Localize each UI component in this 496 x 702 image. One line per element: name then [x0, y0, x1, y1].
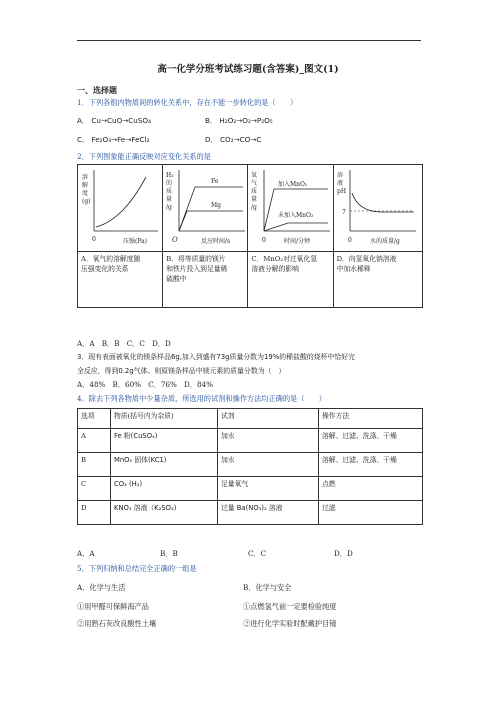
q1-c-item-3: FeCl₂ — [131, 135, 150, 144]
caption-c-line-2: 溶液分解的影响 — [251, 265, 299, 273]
graph-c-no-mno2-line — [264, 223, 328, 231]
graph-c-cell — [248, 165, 333, 252]
q1-d-item-2: CO — [239, 135, 251, 144]
graph-c-ylabel-3: 质 — [251, 188, 258, 195]
q4-header-2: 物质(括号内为杂质) — [111, 409, 218, 429]
q4-c-option: C — [78, 477, 111, 501]
q1-option-d-label: D． — [205, 135, 218, 144]
caption-b-line-3: 硫酸中 — [166, 275, 187, 283]
graph-a-ylabel-4: (g) — [82, 198, 91, 205]
q5-b-item-2: ②进行化学实验时配戴护目镜 — [243, 619, 337, 628]
q2-stem: 2．下列图象能正确反映对应变化关系的是 — [77, 152, 211, 161]
graph-c-ylabel-5: /g — [251, 204, 258, 211]
caption-b — [163, 252, 248, 308]
q4-header-4: 操作方法 — [319, 409, 423, 429]
q1-b-item-2: O₂ — [242, 116, 251, 125]
q1-option-a — [77, 116, 151, 126]
graph-d — [334, 165, 420, 252]
section-heading: 一、选择题 — [77, 85, 117, 95]
graph-b-ylabel-4: 量 — [166, 196, 173, 203]
q1-option-b — [205, 116, 273, 126]
q1-option-d — [205, 135, 261, 145]
graph-c-ylabel-1: 氧 — [251, 172, 258, 179]
q1-a-item-1: Cu — [91, 116, 101, 125]
table-row — [78, 453, 423, 477]
graph-d-xlabel: 水的质量/g — [369, 238, 400, 245]
q4-d-reagent: 过量 Ba(NO₃)₂ 溶液 — [218, 501, 319, 525]
graph-c-ylabel-2: 气 — [251, 180, 258, 187]
graph-c-series-2: 未加入MnO₂ — [278, 212, 314, 219]
graph-a-curve — [96, 177, 146, 227]
q4-d-option: D — [78, 501, 111, 525]
graph-b-cell — [163, 165, 248, 252]
q1-option-a-label: A． — [77, 116, 90, 125]
graph-b-series-mg: Mg — [211, 202, 222, 209]
graph-b-ylabel-3: 质 — [166, 188, 173, 195]
q3-line-2: 全反应，得到0.2g气体。则原镁条样品中镁元素的质量分数为（ ） — [77, 367, 286, 375]
q4-d-substance: KNO₃ 溶液（K₂SO₄) — [111, 501, 218, 525]
graph-c-mno2-line — [264, 189, 328, 231]
table-row — [78, 501, 423, 525]
table-row — [78, 429, 423, 453]
q4-stem: 4．除去下列各物质中少量杂质，所选用的试剂和操作方法均正确的是（ ） — [77, 394, 326, 403]
q5-b-item-1: ①点燃氢气前一定要检验纯度 — [243, 602, 337, 611]
arrow-icon: → — [250, 135, 257, 144]
q4-b-method: 溶解、过滤、洗涤、干燥 — [319, 453, 423, 477]
graph-a-origin: 0 — [92, 236, 96, 243]
q4-table — [77, 408, 423, 525]
q1-b-item-3: P₂O₅ — [256, 116, 273, 125]
graph-d-ylabel-3: pH — [336, 188, 346, 195]
table-row — [78, 477, 423, 501]
graph-a-xlabel: 压强(Pa) — [123, 238, 148, 245]
arrow-icon: → — [233, 135, 240, 144]
q1-d-item-1: CO₂ — [220, 135, 234, 144]
q4-a-substance: Fe 粉(CuSO₄) — [111, 429, 218, 453]
graph-c — [248, 165, 334, 252]
graph-b-fe-line — [179, 187, 243, 231]
q1-a-item-2: CuO — [107, 116, 123, 125]
arrow-icon: → — [250, 116, 257, 125]
q5-a-item-2: ②用熟石灰改良酸性土壤 — [77, 619, 157, 628]
q1-option-c-label: C． — [77, 135, 90, 144]
caption-a-line-1: A．氧气的溶解度随 — [81, 255, 141, 263]
q4-header-row — [78, 409, 423, 429]
q1-a-item-3: CuSO₄ — [128, 116, 151, 125]
top-rule — [77, 40, 421, 41]
caption-c-line-1: C．MnO₂对过氧化氢 — [251, 255, 317, 263]
q5-b-title: B．化学与安全 — [243, 583, 292, 592]
q4-header-3: 试剂 — [218, 409, 319, 429]
q3-line-1: 3．现有表面被氧化的镁条样品6g,加入到盛有73g质量分数为19%的稀盐酸的烧杯中恰好完 — [77, 353, 356, 361]
graph-d-origin: 0 — [347, 237, 352, 244]
q1-option-b-label: B． — [205, 116, 218, 125]
q4-c-reagent: 足量氧气 — [218, 477, 319, 501]
caption-a — [78, 252, 163, 308]
graph-a-ylabel-2: 解 — [82, 182, 89, 189]
q4-answer-a: A．A — [77, 549, 95, 558]
graph-b — [163, 165, 249, 252]
q4-answer-c: C．C — [248, 549, 267, 558]
graph-d-tick-7: 7 — [341, 209, 346, 216]
caption-a-line-2: 压强变化的关系 — [81, 265, 129, 273]
q5-a-title: A．化学与生活 — [77, 583, 126, 592]
q4-a-method: 溶解、过滤、洗涤、干燥 — [319, 429, 423, 453]
caption-c — [248, 252, 333, 308]
q4-c-method: 点燃 — [319, 477, 423, 501]
graph-b-ylabel-2: 的 — [166, 180, 173, 187]
graph-a-cell — [78, 165, 163, 252]
q4-b-reagent: 加水 — [218, 453, 319, 477]
q4-b-option: B — [78, 453, 111, 477]
graph-c-xlabel: 时间/分钟 — [284, 238, 311, 245]
graph-c-origin: 0 — [262, 237, 267, 244]
q4-header-1: 选项 — [78, 409, 111, 429]
q2-graph-table — [77, 164, 423, 308]
caption-d-line-2: 中加水稀释 — [336, 265, 371, 273]
arrow-icon: → — [236, 116, 243, 125]
graph-c-ylabel-4: 量 — [251, 196, 258, 203]
caption-b-line-1: B．将等质量的镁片 — [166, 255, 226, 263]
q2-answers: A．A B．B C．C D．D — [77, 339, 171, 348]
graph-a-ylabel-1: 溶 — [82, 174, 89, 181]
caption-d-line-1: D．向氢氧化钠溶液 — [336, 255, 397, 263]
graph-b-xlabel: 反应时间/s — [201, 238, 231, 245]
q4-d-method: 过滤 — [319, 501, 423, 525]
arrow-icon: → — [111, 135, 118, 144]
graph-d-ylabel-1: 溶 — [336, 172, 343, 179]
q3-answers: A．48% B．60% C．76% D．84% — [77, 380, 213, 389]
q4-answer-b: B．B — [160, 549, 178, 558]
q1-option-c — [77, 135, 149, 145]
graph-b-ylabel-1: H₂ — [166, 172, 174, 179]
graph-b-mg-line — [179, 211, 243, 231]
graph-d-ylabel-2: 液 — [336, 180, 343, 187]
q1-c-item-2: Fe — [117, 135, 126, 144]
graph-b-origin: O — [172, 236, 178, 244]
arrow-icon: → — [100, 116, 108, 125]
q4-answer-d: D．D — [334, 549, 353, 558]
caption-d — [333, 252, 422, 308]
q1-c-item-1: Fe₂O₃ — [91, 135, 112, 144]
graph-a — [78, 165, 164, 252]
graph-b-series-fe: Fe — [211, 178, 219, 185]
q4-c-substance: CO₂ (H₂) — [111, 477, 218, 501]
caption-b-line-2: 和铁片投入到足量稀 — [166, 265, 228, 273]
arrow-icon: → — [122, 116, 129, 125]
arrow-icon: → — [125, 135, 132, 144]
q5-stem: 5．下列归纳和总结完全正确的一组是 — [77, 564, 197, 573]
q4-a-option: A — [78, 429, 111, 453]
q1-b-item-1: H₂O₂ — [219, 116, 237, 125]
q4-a-reagent: 加水 — [218, 429, 319, 453]
q1-stem: 1．下列各组内物质间的转化关系中，存在不能一步转化的是（ ） — [77, 98, 298, 107]
q1-d-item-3: C — [256, 135, 262, 144]
graph-b-ylabel-5: /g — [166, 204, 173, 211]
graph-c-series-1: 加入MnO₂ — [278, 181, 308, 188]
q5-a-item-1: ①用甲醛可保鲜海产品 — [77, 602, 149, 611]
graph-d-cell — [333, 165, 422, 252]
page-title: 高一化学分班考试练习题(含答案)_图文(1) — [157, 64, 339, 75]
graph-d-curve — [352, 193, 414, 212]
graph-a-ylabel-3: 度 — [82, 190, 89, 197]
q4-b-substance: MnO₂ 固体(KC1) — [111, 453, 218, 477]
